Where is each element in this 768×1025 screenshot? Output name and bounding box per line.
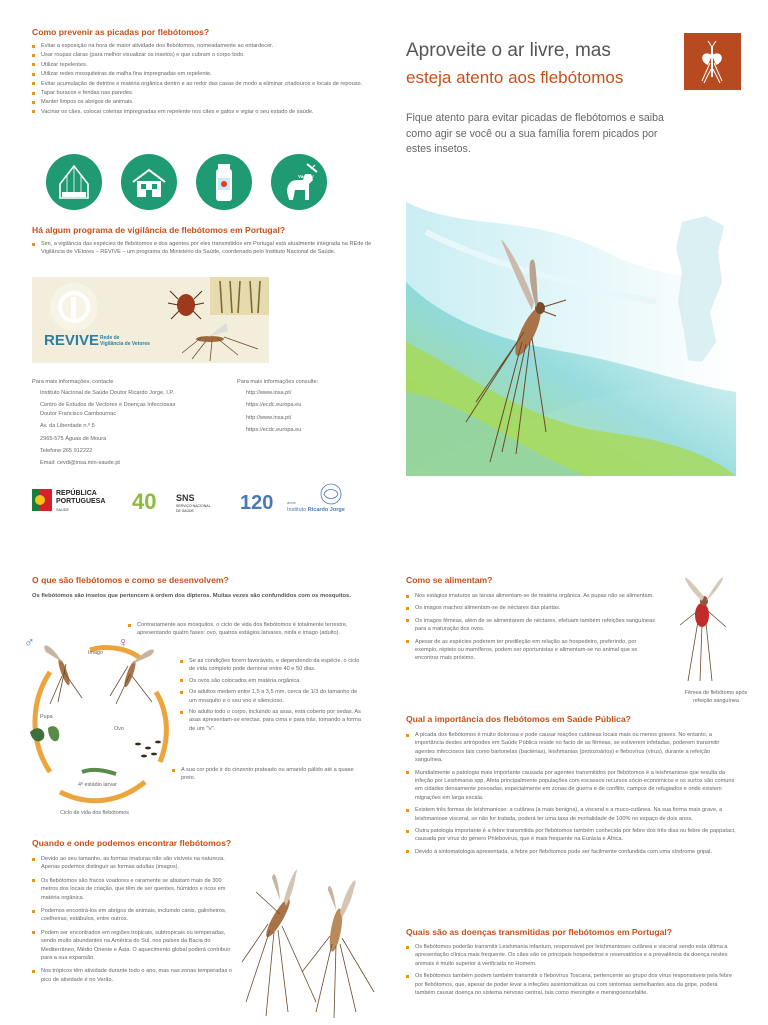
cover-title-line1: Aproveite o ar livre, mas: [406, 40, 611, 61]
female-symbol-icon: ♀: [118, 634, 129, 650]
feeding-list: [406, 592, 656, 664]
list-item: Utilizar redes mosquiteiras de malha fina impregnadas em repelente.: [32, 70, 377, 78]
list-item: Utilizar repelentes.: [32, 61, 377, 69]
fed-female-sandfly-photo: [664, 565, 744, 683]
list-item: Usar roupas claras (para melhor visualizar os insetos) e que cubram o corpo todo.: [32, 51, 377, 59]
surveillance-list: [32, 240, 377, 258]
diseases-list: [406, 943, 738, 998]
insa-logo: 120 anos Instituto Ricardo Jorge: [240, 482, 360, 516]
larva-label: 4º estádio larvar: [78, 782, 117, 788]
whatare-sublist-2: [172, 766, 362, 784]
cover-title-line2: esteja atento aos flebótomos: [406, 68, 624, 87]
feeding-title: Como se alimentam?: [406, 575, 493, 585]
pupa-label: Pupa: [40, 714, 53, 720]
cover-intro: Fique atento para evitar picadas de flebótomos e saiba como agir se você ou a sua família forem picados por estes insetos.: [406, 112, 664, 155]
male-symbol-icon: ♂: [24, 634, 35, 650]
revive-panel: [32, 277, 269, 363]
list-item: Devido à sintomatologia apresentada, a febre por flebótomos pode ser facilmente confundida com uma síndrome gripal.: [406, 848, 738, 856]
list-item: Os ovos são colocados em matéria orgânica.: [180, 677, 364, 685]
repellent-spray-icon: [196, 154, 252, 210]
list-item: No adulto todo o corpo, incluindo as asas, está coberto por sedas. As asas apresentam-se erectas, para cima e para trás, tomando a forma de um "V".: [180, 708, 364, 733]
list-item: Manter limpos os abrigos de animais.: [32, 98, 377, 106]
link[interactable]: https://ecdc.europa.eu: [246, 402, 302, 409]
contacts-title: Para mais informações, contacte: [32, 379, 114, 385]
prevention-title: Como prevenir as picadas por flebótomos?: [32, 27, 210, 37]
dog-vaccine-icon: [271, 154, 327, 210]
fed-female-caption: Fêmea de flebótomo após refeição sanguínea: [684, 690, 748, 704]
cover-sandfly-illustration: [406, 192, 736, 476]
whatare-sublist: [180, 657, 364, 734]
link[interactable]: https://ecdc.europa.eu: [246, 427, 302, 434]
sns-40: 40: [132, 489, 157, 514]
life-cycle-caption: Ciclo de vida dos flebótomos: [60, 810, 129, 816]
list-item: Mundialmente a patologia mais importante causada por agentes transmitidos por flebótomos é a leishmaniose que resulta da infeção por Leishmania spp. Afeta principalmente populações com escassos recursos sócio-económicos e os surtos são comuns em cidades densamente povoadas, especialmente em zonas de guerra e de conflito, campos de refugiados e onde existem migrações em larga escala.: [406, 769, 738, 803]
list-item: A sua cor pode ir do cinzento prateado ou amarelo pálido até a quase preto.: [172, 766, 362, 783]
list-item: Tapar buracos e fendas nas paredes.: [32, 89, 377, 97]
ovo-label: Ovo: [114, 726, 124, 732]
list-item: Nos trópicos têm atividade durante todo o ano, mas nas zonas temperadas o pico de atividade é no Verão.: [32, 967, 234, 984]
surveillance-title: Há algum programa de vigilância de flebótomos em Portugal?: [32, 225, 286, 235]
list-item: Os flebótomos poderão transmitir Leishmania infantum, responsável por leishmanioses cutânea e visceral sendo esta última a apresentação clínica mais frequente. Os cães são os principais hospedeiros e reservatórios e a prevalência da doença nestes animais é muito superior à verificada no Homem.: [406, 943, 738, 968]
list-item: Podem ser encontrados em regiões tropicais, subtropicais ou temperadas, sendo muito abundantes na América do Sul, nos países da Bacia do Mediterrâneo, Médio Oriente e Ásia. O aquecimento global poderá contribuir para a sua expansão.: [32, 929, 234, 963]
list-item: Evitar acumulação de detritos e matéria orgânica dentro e ao redor das casas de modo a eliminar criadouros e locais de repouso.: [32, 80, 377, 88]
list-item: Os flebótomos são fracos voadores e raramente se afastam mais de 300 metros dos locais de criação, que têm de ser quentes, húmidos e ricos em matéria orgânica.: [32, 877, 234, 902]
whenwhere-list: [32, 855, 234, 985]
list-item: A picada dos flebótomos é muito dolorosa e pode causar reações cutâneas locais mais ou menos graves. No entanto, a importância destes artrópodes em Saúde Pública reside no facto de as fêmeas, se estiverem infetadas, poderem transmitir agentes infecciosos tais como bartonelas (bactérias), leishmanias (protozoários) e flebovírus (vírus), durante a refeição sanguínea.: [406, 731, 738, 765]
list-item: Os adultos medem entre 1,5 a 3,5 mm, cerca de 1/3 do tamanho de um mosquito e o seu voo é silencioso.: [180, 688, 364, 705]
insa-name: Instituto Ricardo Jorge: [287, 507, 345, 513]
diseases-title: Quais são as doenças transmitidas por flebótomos em Portugal?: [406, 927, 672, 937]
list-item: Nos estágios imaturos as larvas alimentam-se de matéria orgânica. As pupas não se alimentam.: [406, 592, 656, 600]
vaccine-label: Vacinar: [298, 174, 315, 179]
list-item: Outra patologia importante é a febre transmitida por flebótomos também conhecida por febre dos três dias ou febre de pappataci, causada por vírus do género Phlebovirus, que é mais frequente na Eurásia e África.: [406, 827, 738, 844]
contacts-lines: Instituto Nacional de Saúde Doutor Ricardo Jorge, I.P. Centro de Estudos de Vectores e Doenças Infecciosas Doutor Francisco Cambournac Av. da Liberdade n.º 5 2965-575 Águas de Moura Telefone 265 912222 Email: cevdi@insa.min-saude.pt: [40, 390, 176, 467]
sandflies-photo: [236, 852, 378, 1020]
house-icon: [121, 154, 177, 210]
list-item: Devido ao seu tamanho, as formas imaturas não são visíveis na natureza. Apenas podemos distinguir as formas adultas (imagos).: [32, 855, 234, 872]
list-item: Contrariamente aos mosquitos, o ciclo de vida dos flebótomos é totalmente terrestre, apresentando quatro fases: ovo, quatros estágios larvares, ninfa e imago (adulto).: [128, 621, 378, 638]
link[interactable]: http://www.insa.pt/: [246, 414, 292, 421]
list-item: Podemos encontrá-los em abrigos de animais, incluindo canis, galinheiros, coelheiras, estábulos, entre outros.: [32, 907, 234, 924]
whenwhere-title: Quando e onde podemos encontrar flebótomos?: [32, 838, 232, 848]
list-item: Existem três formas de leishmaniose: a cutânea (a mais benigna), a visceral e a muco-cutânea. Na sua forma mais grave, a leishmaniose visceral, se não for tratada, poderá ter uma taxa de mortalidade de 100% no espaço de dois anos.: [406, 806, 738, 823]
importance-title: Qual a importância dos flebótomos em Saúde Pública?: [406, 714, 631, 724]
whatare-title: O que são flebótomos e como se desenvolvem?: [32, 575, 229, 585]
imago-label: Imago: [88, 650, 103, 656]
list-item: Apesar de as espécies poderem ter predileção em relação ao hospedeiro, preferindo, por exemplo, répteis ou mamíferos, podem ser oportunistas e alimentam-se no animal que se encontrar mais próximo.: [406, 638, 656, 663]
list-item: Se as condições forem favoráveis, e dependendo da espécie, o ciclo de vida completo pode demorar entre 40 e 50 dias.: [180, 657, 364, 674]
sandfly-logo-icon: [684, 33, 741, 90]
list-item: Os imagos fêmeas, além de se alimentarem de néctares, efetuam também refeições sanguíneas para a maturação dos ovos.: [406, 617, 656, 634]
importance-list: [406, 731, 738, 857]
list-item: Sim, a vigilância das espécies de flebótomos e dos agentes por eles transmitidos em Portugal está atualmente integrada na REde de Vigilância de VEtores – REVIVE – um programa do Ministério da Saúde, coordenado pelo Instituto Nacional de Saúde.: [32, 240, 377, 257]
mosquito-net-icon: [46, 154, 102, 210]
links-list: [246, 389, 301, 435]
link[interactable]: http://www.insa.pt/: [246, 390, 292, 396]
prevention-list: [32, 42, 377, 117]
list-item: Vacinar os cães, colocar coleiras impregnadas em repelente nos cães e gatos e vigiar o seu estado de saúde.: [32, 108, 377, 116]
sns-logo: 40 SNS SERVIÇO NACIONAL DE SAÚDE: [132, 489, 211, 514]
list-item: Os imagos machos alimentam-se de néctares das plantas.: [406, 604, 656, 612]
list-item: Os flebótomos também podem também transmitir o flebovírus Toscana, pertencente ao grupo dos vírus responsáveis pela febre por flebótomos, que, apesar de poder levar a infeções assintomáticas ou com sintomas semelhantes aos da gripe, poderá também causar doença no sistema nervoso central, tais como meningite e meningoencefalite.: [406, 972, 738, 997]
republica-logo: REPÚBLICA PORTUGUESA SAÚDE: [32, 487, 112, 517]
whatare-intro: Os flebótomos são insetos que pertencem à ordem dos dípteros. Muitas vezes são confundidos com os mosquitos.: [32, 593, 351, 599]
revive-logo: REVIVE: [44, 332, 100, 349]
life-cycle-diagram: [20, 632, 180, 810]
revive-subtitle: Rede de Vigilância de Vetores: [100, 335, 150, 347]
consult-title: Para mais informações consulte:: [237, 379, 319, 385]
list-item: Evitar a exposição na hora de maior atividade dos flebótomos, nomeadamente ao entardecer.: [32, 42, 377, 50]
